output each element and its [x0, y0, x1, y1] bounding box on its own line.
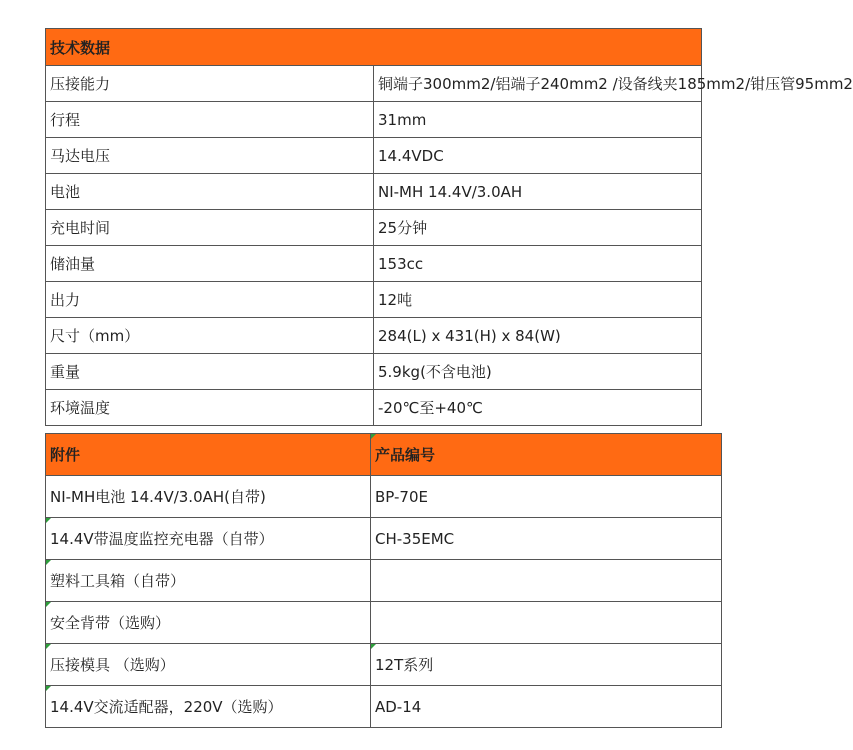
spec-label: 马达电压: [46, 138, 374, 174]
accessory-table: [45, 433, 722, 728]
accessory-code: AD-14: [371, 686, 722, 728]
spec-row: [46, 318, 702, 354]
accessory-row: [46, 644, 722, 686]
spec-label: 尺寸（mm）: [46, 318, 374, 354]
accessory-table-header: [46, 434, 722, 476]
spec-table: [45, 28, 853, 426]
accessory-code: CH-35EMC: [371, 518, 722, 560]
accessory-name: 塑料工具箱（自带）: [46, 560, 371, 602]
spec-value: 铜端子300mm2/铝端子240mm2 /设备线夹185mm2/钳压管95mm2: [374, 66, 702, 102]
spec-label: 重量: [46, 354, 374, 390]
accessory-name: 安全背带（选购）: [46, 602, 371, 644]
spec-value: 284(L) x 431(H) x 84(W): [374, 318, 702, 354]
accessory-header-name: 附件: [46, 434, 371, 476]
spec-label: 充电时间: [46, 210, 374, 246]
accessory-code: [371, 560, 722, 602]
spec-table-title: 技术数据: [46, 29, 702, 66]
accessory-code: 12T系列: [371, 644, 722, 686]
accessory-row: [46, 560, 722, 602]
accessory-name: 压接模具 （选购）: [46, 644, 371, 686]
spec-value: NI-MH 14.4V/3.0AH: [374, 174, 702, 210]
spec-value: 5.9kg(不含电池): [374, 354, 702, 390]
spec-label: 环境温度: [46, 390, 374, 426]
spec-label: 电池: [46, 174, 374, 210]
spec-value: 153cc: [374, 246, 702, 282]
accessory-name: NI-MH电池 14.4V/3.0AH(自带): [46, 476, 371, 518]
spec-row: [46, 66, 702, 102]
accessory-row: [46, 518, 722, 560]
spec-value: 31mm: [374, 102, 702, 138]
spec-row: [46, 282, 702, 318]
spec-row: [46, 354, 702, 390]
accessory-code: [371, 602, 722, 644]
accessory-header-code: 产品编号: [371, 434, 722, 476]
spec-label: 行程: [46, 102, 374, 138]
spec-value: -20℃至+40℃: [374, 390, 702, 426]
spec-row: [46, 174, 702, 210]
spec-label: 储油量: [46, 246, 374, 282]
spec-value: 14.4VDC: [374, 138, 702, 174]
spec-value: 25分钟: [374, 210, 702, 246]
accessory-name: 14.4V带温度监控充电器（自带）: [46, 518, 371, 560]
spec-row: [46, 390, 702, 426]
spec-label: 压接能力: [46, 66, 374, 102]
spec-value: 12吨: [374, 282, 702, 318]
spec-row: [46, 138, 702, 174]
accessory-row: [46, 686, 722, 728]
accessory-code: BP-70E: [371, 476, 722, 518]
accessory-row: [46, 476, 722, 518]
accessory-row: [46, 602, 722, 644]
spec-row: [46, 246, 702, 282]
spec-label: 出力: [46, 282, 374, 318]
spec-table-header: [46, 29, 702, 66]
spec-row: [46, 102, 702, 138]
accessory-name: 14.4V交流适配器，220V（选购）: [46, 686, 371, 728]
spec-row: [46, 210, 702, 246]
